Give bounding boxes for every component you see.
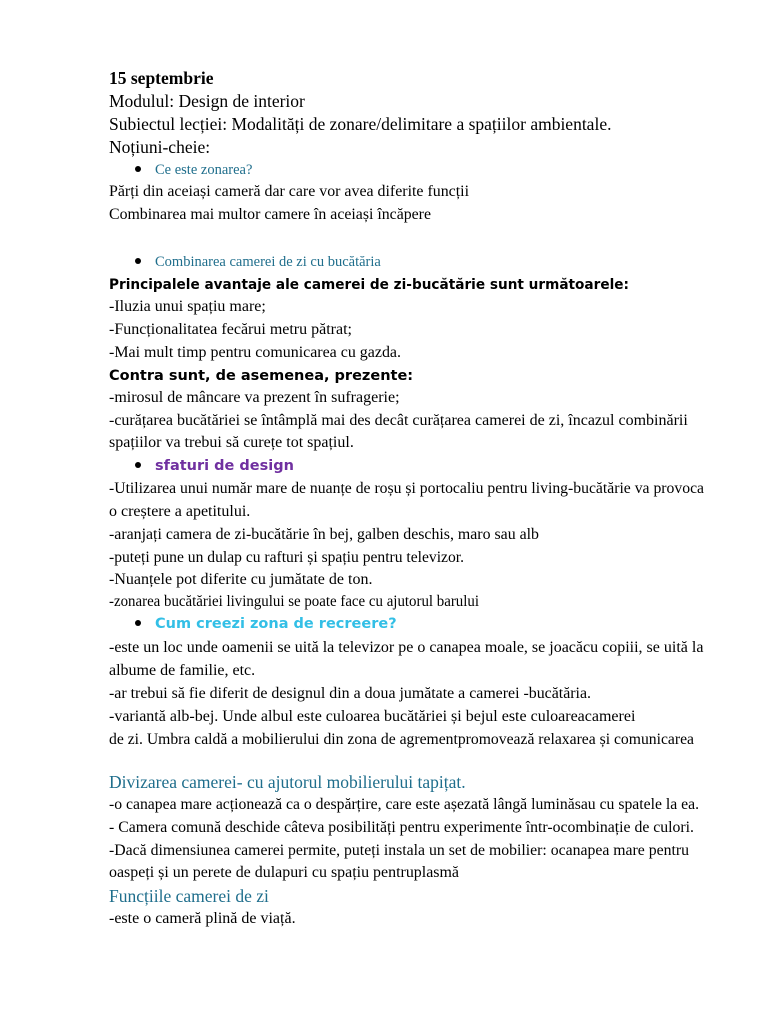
bullet-label: sfaturi de design <box>155 458 294 474</box>
recreation-item: -este un loc unde oamenii se uită la televizor pe o canapea moale, se joacăcu copiii, se uită la <box>109 639 704 656</box>
section-heading-furniture: Divizarea camerei- cu ajutorul mobilierului tapițat. <box>109 772 466 792</box>
bullet-icon <box>135 620 141 626</box>
tip-item: -Utilizarea unui număr mare de nuanțe de roșu și portocaliu pentru living-bucătărie va provoca <box>109 480 704 497</box>
furniture-item: oaspeți și un perete de dulapuri cu spațiu pentruplasmă <box>109 864 459 881</box>
tip-item: o creștere a apetitului. <box>109 503 251 520</box>
con-item: spațiilor va trebui să curețe tot spațiul. <box>109 434 354 451</box>
cons-heading: Contra sunt, de asemenea, prezente: <box>109 368 414 384</box>
text-line: Combinarea mai multor camere în aceiași încăpere <box>109 206 431 223</box>
bullet-icon <box>135 258 141 264</box>
con-item: -curățarea bucătăriei se întâmplă mai des decât curățarea camerei de zi, încazul combinării <box>109 412 688 429</box>
recreation-item: -ar trebui să fie diferit de designul din a doua jumătate a camerei -bucătăria. <box>109 685 591 702</box>
date-heading: 15 septembrie <box>109 68 214 88</box>
bullet-label: Combinarea camerei de zi cu bucătăria <box>155 254 381 270</box>
text-line: Părți din aceiași cameră dar care vor avea diferite funcții <box>109 183 469 200</box>
furniture-item: -Dacă dimensiunea camerei permite, puteți instala un set de mobilier: ocanapea mare pentru <box>109 842 689 859</box>
bullet-what-is-zoning <box>135 159 252 181</box>
living-function-item: -este o cameră plină de viață. <box>109 910 296 927</box>
tip-item: -Nuanțele pot diferite cu jumătate de ton. <box>109 571 373 588</box>
bullet-label: Ce este zonarea? <box>155 162 253 178</box>
furniture-item: -o canapea mare acționează ca o despărțire, care este așezată lângă luminăsau cu spatele la ea. <box>109 796 699 813</box>
bullet-recreation-zone <box>135 613 397 635</box>
recreation-item: albume de familie, etc. <box>109 662 256 679</box>
bullet-combining-rooms <box>135 251 381 273</box>
module-line: Modulul: Design de interior <box>109 91 305 111</box>
bullet-design-tips <box>135 455 294 477</box>
advantage-item: -Funcționalitatea fecărui metru pătrat; <box>109 321 352 338</box>
tip-item: -puteți pune un dulap cu rafturi și spațiu pentru televizor. <box>109 549 464 566</box>
recreation-item: de zi. Umbra caldă a mobilierului din zona de agrementpromovează relaxarea și comunicarea <box>109 731 694 748</box>
keywords-label: Noțiuni-cheie: <box>109 137 211 157</box>
con-item: -mirosul de mâncare va prezent în sufragerie; <box>109 389 400 406</box>
bullet-icon <box>135 462 141 468</box>
advantage-item: -Iluzia unui spațiu mare; <box>109 298 266 315</box>
tip-item: -aranjați camera de zi-bucătărie în bej, galben deschis, maro sau alb <box>109 526 539 543</box>
bullet-icon <box>135 166 141 172</box>
advantage-item: -Mai mult timp pentru comunicarea cu gazda. <box>109 344 401 361</box>
advantages-heading: Principalele avantaje ale camerei de zi-bucătărie sunt următoarele: <box>109 277 629 293</box>
bullet-label: Cum creezi zona de recreere? <box>155 616 397 632</box>
subject-line: Subiectul lecției: Modalități de zonare/delimitare a spațiilor ambientale. <box>109 114 612 134</box>
tip-item: -zonarea bucătăriei livingului se poate face cu ajutorul barului <box>109 593 479 610</box>
recreation-item: -variantă alb-bej. Unde albul este culoarea bucătăriei și bejul este culoareacamerei <box>109 708 636 725</box>
section-heading-living-functions: Funcțiile camerei de zi <box>109 886 269 906</box>
furniture-item: - Camera comună deschide câteva posibilități pentru experimente într-ocombinație de culori. <box>109 819 694 836</box>
